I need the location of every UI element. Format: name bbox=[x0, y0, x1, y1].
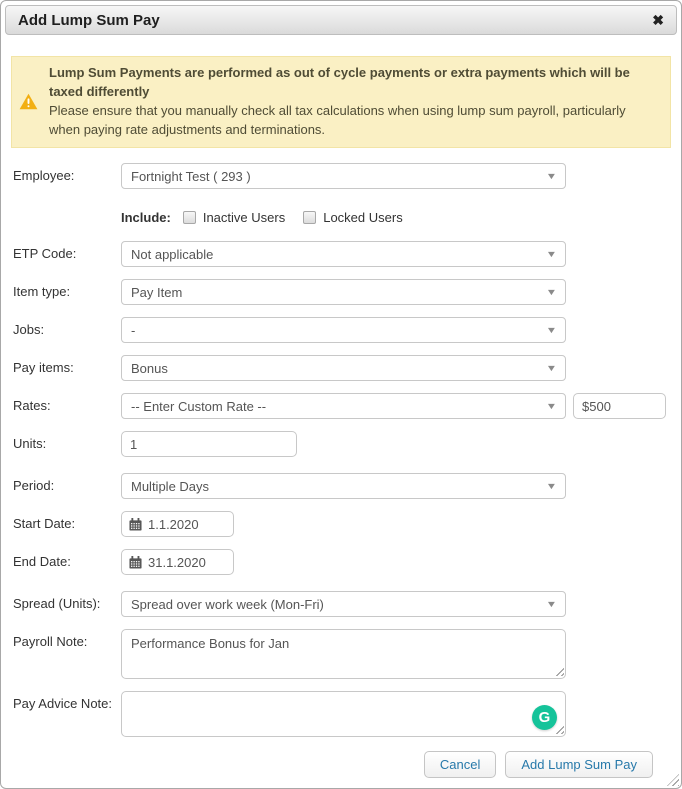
spread-row bbox=[13, 591, 669, 617]
pay-items-select-value: Bonus bbox=[131, 360, 168, 376]
jobs-row bbox=[13, 317, 669, 343]
spread-label: Spread (Units): bbox=[13, 596, 101, 611]
period-select-value: Multiple Days bbox=[131, 478, 210, 494]
jobs-label: Jobs: bbox=[13, 322, 45, 337]
item-type-select-value: Pay Item bbox=[131, 284, 183, 300]
include-row bbox=[13, 201, 669, 241]
start-date-row bbox=[13, 511, 669, 537]
employee-select-value: Fortnight Test ( 293 ) bbox=[131, 168, 251, 184]
payroll-note-label: Payroll Note: bbox=[13, 634, 88, 649]
inactive-users-checkbox[interactable] bbox=[183, 211, 196, 224]
end-date-input[interactable] bbox=[121, 549, 234, 575]
spread-select[interactable] bbox=[121, 591, 566, 617]
jobs-select-value: - bbox=[131, 322, 136, 338]
etp-code-label: ETP Code: bbox=[13, 246, 77, 261]
employee-select[interactable] bbox=[121, 163, 566, 189]
warning-banner bbox=[11, 56, 671, 148]
units-label: Units: bbox=[13, 436, 47, 451]
add-lump-sum-pay-button[interactable]: Add Lump Sum Pay bbox=[505, 751, 653, 778]
calendar-icon bbox=[129, 518, 142, 531]
warning-text bbox=[49, 63, 649, 139]
lump-sum-form bbox=[1, 148, 681, 778]
chevron-down-icon: ▼ bbox=[545, 287, 558, 297]
start-date-input[interactable] bbox=[121, 511, 234, 537]
period-select[interactable] bbox=[121, 473, 566, 499]
pay-advice-note-row bbox=[13, 691, 669, 737]
end-date-label: End Date: bbox=[13, 554, 71, 569]
rates-label: Rates: bbox=[13, 398, 51, 413]
jobs-select[interactable] bbox=[121, 317, 566, 343]
dialog-footer bbox=[13, 750, 669, 778]
locked-users-checkbox[interactable] bbox=[303, 211, 316, 224]
rates-select-value: -- Enter Custom Rate -- bbox=[131, 398, 267, 414]
pay-advice-note-textarea[interactable] bbox=[121, 691, 566, 737]
item-type-select[interactable] bbox=[121, 279, 566, 305]
warning-title: Lump Sum Payments are performed as out of cycle payments or extra payments which will be taxed differently bbox=[49, 65, 630, 99]
units-input[interactable] bbox=[121, 431, 297, 457]
employee-row bbox=[13, 163, 669, 189]
warning-triangle-icon bbox=[19, 93, 38, 110]
locked-users-label: Locked Users bbox=[323, 209, 403, 225]
start-date-value: 1.1.2020 bbox=[148, 516, 199, 532]
dialog-title: Add Lump Sum Pay bbox=[18, 11, 160, 29]
grammarly-icon[interactable]: G bbox=[532, 705, 557, 730]
etp-code-row bbox=[13, 241, 669, 267]
period-label: Period: bbox=[13, 478, 55, 493]
units-row bbox=[13, 431, 669, 457]
chevron-down-icon: ▼ bbox=[545, 599, 558, 609]
payroll-note-row bbox=[13, 629, 669, 679]
rates-select[interactable] bbox=[121, 393, 566, 419]
cancel-button[interactable]: Cancel bbox=[424, 751, 496, 778]
pay-items-row bbox=[13, 355, 669, 381]
include-label: Include: bbox=[121, 209, 171, 225]
chevron-down-icon: ▼ bbox=[545, 171, 558, 181]
item-type-label: Item type: bbox=[13, 284, 71, 299]
chevron-down-icon: ▼ bbox=[545, 363, 558, 373]
custom-rate-input[interactable] bbox=[573, 393, 666, 419]
payroll-note-textarea[interactable] bbox=[121, 629, 566, 679]
end-date-row bbox=[13, 549, 669, 575]
item-type-row bbox=[13, 279, 669, 305]
period-row bbox=[13, 473, 669, 499]
etp-code-select[interactable] bbox=[121, 241, 566, 267]
chevron-down-icon: ▼ bbox=[545, 325, 558, 335]
inactive-users-label: Inactive Users bbox=[202, 209, 286, 225]
chevron-down-icon: ▼ bbox=[545, 249, 558, 259]
spread-select-value: Spread over work week (Mon-Fri) bbox=[131, 596, 324, 612]
dialog-titlebar[interactable] bbox=[5, 5, 677, 35]
chevron-down-icon: ▼ bbox=[545, 401, 558, 411]
close-icon[interactable]: ✖ bbox=[652, 12, 664, 28]
employee-label: Employee: bbox=[13, 168, 75, 183]
pay-items-label: Pay items: bbox=[13, 360, 74, 375]
start-date-label: Start Date: bbox=[13, 516, 76, 531]
calendar-icon bbox=[129, 556, 142, 569]
end-date-value: 31.1.2020 bbox=[148, 554, 206, 570]
etp-code-select-value: Not applicable bbox=[131, 246, 214, 262]
warning-body: Please ensure that you manually check all tax calculations when using lump sum payroll, particularly when paying rate adjustments and terminations. bbox=[49, 103, 626, 137]
chevron-down-icon: ▼ bbox=[545, 481, 558, 491]
pay-advice-note-label: Pay Advice Note: bbox=[13, 696, 112, 711]
rates-row bbox=[13, 393, 669, 419]
pay-items-select[interactable] bbox=[121, 355, 566, 381]
